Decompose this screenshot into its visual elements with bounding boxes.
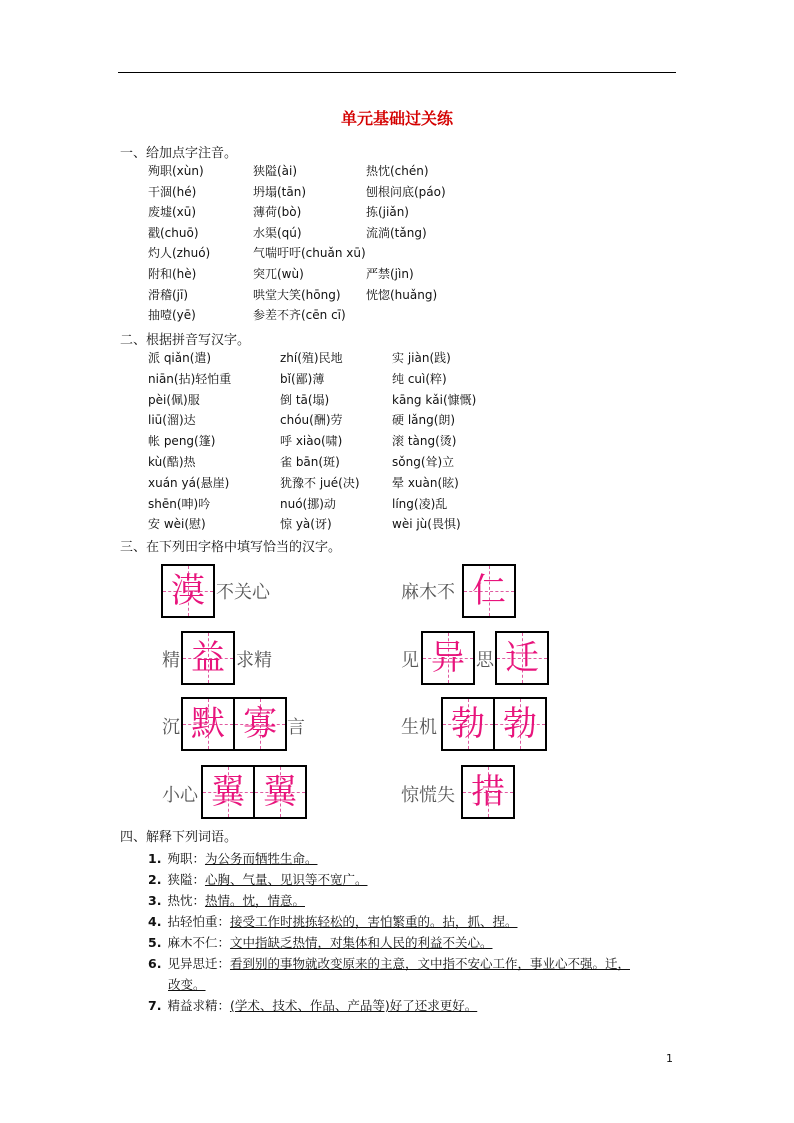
idiom-text: 生机 [401,717,437,738]
definition-term: 精益求精： [167,998,230,1013]
definition-answer: 看到别的事物就改变原来的主意，文中指不安心工作，事业心不强。迁， [229,956,630,971]
phonetic-item: 干涸(hé) [148,184,197,199]
tianzige-box[interactable] [493,697,547,751]
answer-char: 翼 [211,772,245,812]
pinyin-item: kāng kǎi(慷慨) [392,392,477,407]
definition-number: 4. [148,914,162,929]
pinyin-item: 呼 xiào(啸) [280,434,343,449]
idiom-text: 麻木不 [401,582,455,603]
definition-answer: 心胸、气量、见识等不宽广。 [204,872,368,887]
idiom-text: 沉 [162,717,180,738]
idiom-text: 精 [162,650,180,671]
tianzige-box[interactable] [201,765,255,819]
pinyin-item: xuán yá(悬崖) [148,475,230,490]
idiom-text: 小心 [162,785,198,806]
definition-item [148,870,367,888]
pinyin-item: shēn(呻)吟 [148,496,211,511]
pinyin-item: sǒng(耸)立 [392,455,455,469]
definition-term: 狭隘： [167,872,205,887]
idiom-text: 不关心 [216,582,270,603]
pinyin-item: nuó(挪)动 [280,496,336,511]
definition-item [148,933,492,951]
definition-answer: 热情。忱，情意。 [204,893,305,908]
definition-item [148,996,477,1014]
tianzige-box[interactable] [181,697,235,751]
idiom-text: 求精 [236,650,272,671]
definition-answer: 改变。 [168,977,206,992]
definition-number: 5. [148,935,162,950]
pinyin-item: zhí(殖)民地 [280,351,343,365]
answer-char: 勃 [503,704,537,744]
phonetic-item: 戳(chuō) [148,225,199,240]
pinyin-item: 安 wèi(慰) [148,517,206,532]
pinyin-item: chóu(酬)劳 [280,413,343,428]
answer-char: 漠 [171,571,205,611]
phonetic-item: 哄堂大笑(hōng) [253,287,341,302]
answer-char: 勃 [451,704,485,744]
section4-heading: 四、解释下列词语。 [120,830,238,845]
idiom-text: 见 [401,650,419,671]
definition-item [148,954,630,972]
tianzige-box[interactable] [253,765,307,819]
section3-heading: 三、在下列田字格中填写恰当的汉字。 [120,540,342,555]
answer-char: 仁 [472,571,506,611]
tianzige-box[interactable] [461,765,515,819]
phonetic-item: 废墟(xū) [148,205,197,220]
tianzige-box[interactable] [181,631,235,685]
definition-term: 拈轻怕重： [167,914,230,929]
pinyin-item: 犹豫不 jué(决) [280,475,360,490]
answer-char: 迁 [505,638,539,678]
phonetic-item: 严禁(jìn) [366,267,414,281]
page-title: 单元基础过关练 [340,109,453,128]
phonetic-item: 拣(jiǎn) [366,205,409,220]
phonetic-item: 气喘吁吁(chuǎn xū) [253,246,366,261]
pinyin-item: 硬 lǎng(朗) [392,413,456,428]
phonetic-item: 狭隘(ài) [253,164,298,178]
definition-number: 6. [148,956,162,971]
idiom-text: 思 [476,650,494,671]
tianzige-box[interactable] [495,631,549,685]
answer-char: 措 [471,772,505,812]
answer-char: 寡 [243,704,277,744]
pinyin-item: 雀 bān(斑) [280,455,340,469]
phonetic-item: 水渠(qú) [253,225,302,240]
pinyin-item: pèi(佩)服 [148,392,200,407]
definition-number: 7. [148,998,162,1013]
phonetic-item: 殉职(xùn) [148,164,204,178]
phonetic-item: 坍塌(tān) [253,184,307,199]
definition-item [148,912,517,930]
definition-number: 1. [148,851,162,866]
pinyin-item: niān(拈)轻怕重 [148,371,232,386]
pinyin-item: 倒 tā(塌) [280,392,330,407]
pinyin-item: 派 qiǎn(遣) [148,351,212,365]
pinyin-item: 滚 tàng(烫) [392,434,457,449]
tianzige-box[interactable] [233,697,287,751]
section2-heading: 二、根据拼音写汉字。 [120,333,251,348]
pinyin-item: liū(溜)达 [148,413,196,428]
phonetic-item: 恍惚(huǎng) [366,287,438,302]
definition-answer: 接受工作时挑拣轻松的，害怕繁重的。拈，抓、捏。 [229,914,518,929]
pinyin-item: 惊 yà(讶) [280,517,332,532]
pinyin-item: líng(凌)乱 [392,496,448,511]
phonetic-item: 薄荷(bò) [253,205,302,220]
pinyin-item: wèi jù(畏惧) [392,517,461,532]
header-rule [118,72,676,73]
definition-term: 热忱： [167,893,205,908]
pinyin-item: 帐 peng(篷) [148,434,216,449]
tianzige-box[interactable] [161,564,215,618]
definition-answer-continued [168,975,206,993]
definition-number: 2. [148,872,162,887]
phonetic-item: 流淌(tǎng) [366,225,427,240]
idiom-text: 言 [287,717,305,738]
definition-answer: 为公务而牺牲生命。 [204,851,318,866]
definition-term: 殉职： [167,851,205,866]
answer-char: 异 [431,638,465,678]
page-number: 1 [666,1052,673,1065]
definition-answer: (学术、技术、作品、产品等)好了还求更好。 [229,998,478,1013]
phonetic-item: 参差不齐(cēn cī) [253,308,346,323]
definition-item [148,891,305,909]
answer-char: 默 [191,704,225,744]
phonetic-item: 突兀(wù) [253,267,304,281]
pinyin-item: 纯 cuì(粹) [392,371,447,386]
phonetic-item: 附和(hè) [148,267,197,281]
pinyin-item: bǐ(鄙)薄 [280,371,325,386]
section1-heading: 一、给加点字注音。 [120,146,238,161]
idiom-text: 惊慌失 [401,785,455,806]
definition-term: 麻木不仁： [167,935,230,950]
definition-term: 见异思迁： [167,956,230,971]
phonetic-item: 灼人(zhuó) [148,246,211,261]
tianzige-box[interactable] [421,631,475,685]
phonetic-item: 刨根问底(páo) [366,184,446,199]
definition-number: 3. [148,893,162,908]
pinyin-item: kù(酷)热 [148,455,196,469]
phonetic-item: 滑稽(jī) [148,287,189,302]
pinyin-item: 实 jiàn(践) [392,351,451,365]
answer-char: 益 [191,638,225,678]
definition-item [148,849,317,867]
definition-answer: 文中指缺乏热情，对集体和人民的利益不关心。 [229,935,493,950]
tianzige-box[interactable] [462,564,516,618]
answer-char: 翼 [263,772,297,812]
tianzige-box[interactable] [441,697,495,751]
phonetic-item: 抽噎(yē) [148,308,196,323]
pinyin-item: 晕 xuàn(眩) [392,475,459,490]
phonetic-item: 热忱(chén) [366,164,429,178]
